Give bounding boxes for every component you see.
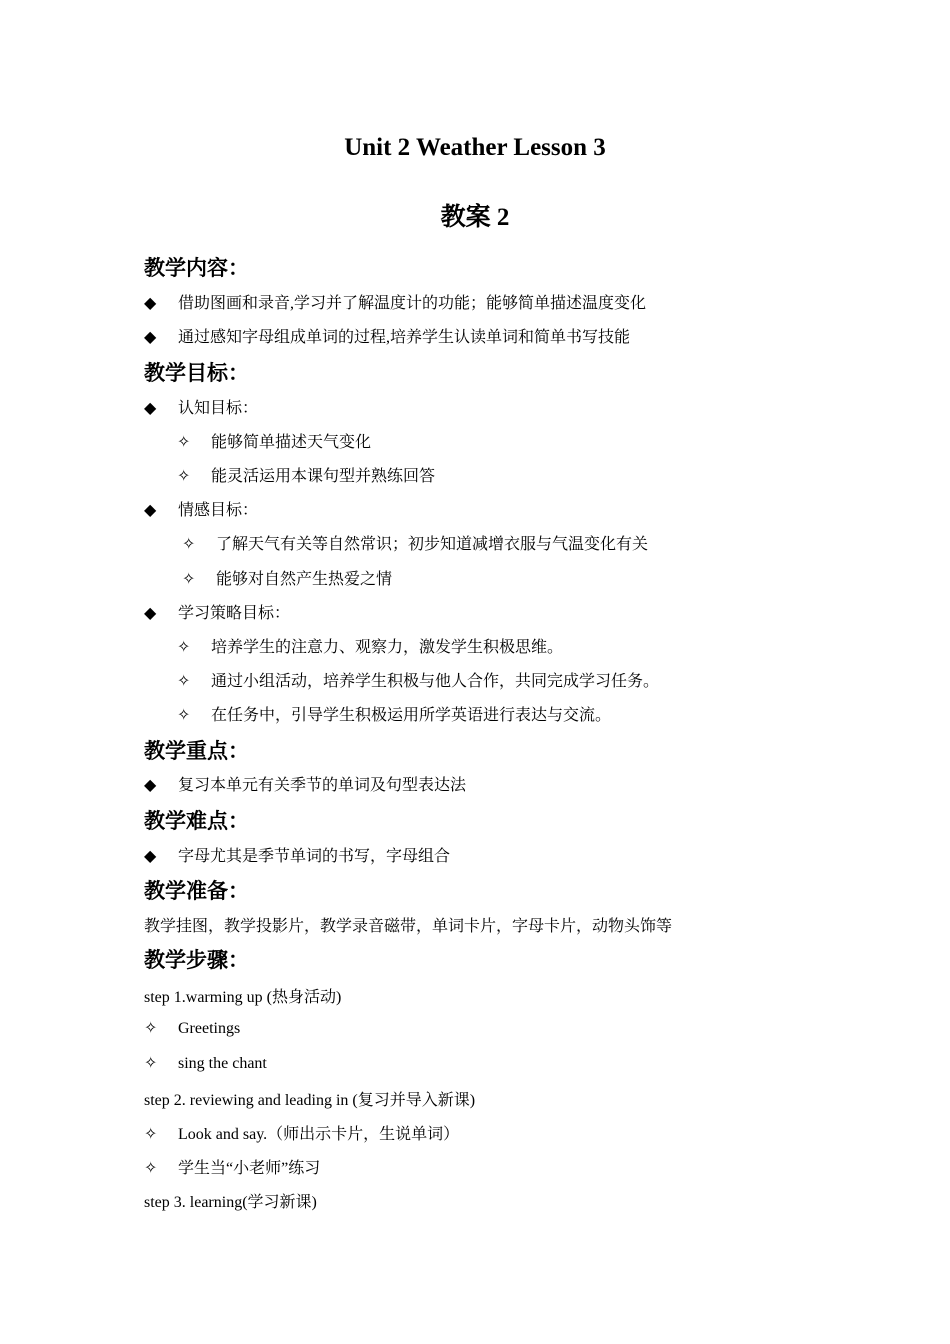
- solid-diamond-icon: ◆: [144, 400, 157, 417]
- hollow-star-icon: ✧: [182, 536, 196, 553]
- list-item: ◆ 认知目标：: [144, 400, 259, 417]
- hollow-star-icon: ✧: [177, 468, 191, 485]
- sub-list-item: ✧ 培养学生的注意力、观察力，激发学生积极思维。: [177, 639, 564, 656]
- section-heading-key-points: 教学重点：: [144, 739, 249, 763]
- sub-list-item: ✧ 在任务中，引导学生积极运用所学英语进行表达与交流。: [177, 707, 612, 724]
- step-item: ✧ sing the chant: [144, 1055, 267, 1072]
- list-item: ◆ 通过感知字母组成单词的过程,培养学生认读单词和简单书写技能: [144, 329, 631, 346]
- step-item: ✧ 学生当“小老师”练习: [144, 1160, 321, 1177]
- hollow-star-icon: ✧: [144, 1126, 158, 1143]
- hollow-star-icon: ✧: [182, 571, 196, 588]
- hollow-star-icon: ✧: [177, 673, 191, 690]
- list-item: ◆ 字母尤其是季节单词的书写，字母组合: [144, 848, 451, 865]
- hollow-star-icon: ✧: [144, 1160, 158, 1177]
- solid-diamond-icon: ◆: [144, 295, 157, 312]
- list-item: ◆ 借助图画和录音,学习并了解温度计的功能；能够简单描述温度变化: [144, 295, 647, 312]
- section-heading-content: 教学内容：: [144, 256, 249, 280]
- hollow-star-icon: ✧: [144, 1020, 158, 1037]
- list-item: ◆ 学习策略目标：: [144, 605, 291, 622]
- list-item: ◆ 情感目标：: [144, 502, 259, 519]
- step-item: ✧ Greetings: [144, 1020, 241, 1037]
- section-heading-preparation: 教学准备：: [144, 879, 249, 903]
- sub-list-item: ✧ 能够对自然产生热爱之情: [182, 571, 393, 588]
- hollow-star-icon: ✧: [144, 1055, 158, 1072]
- sub-list-item: ✧ 能够简单描述天气变化: [177, 434, 372, 451]
- section-heading-goals: 教学目标：: [144, 361, 249, 385]
- solid-diamond-icon: ◆: [144, 777, 157, 794]
- section-heading-difficulties: 教学难点：: [144, 809, 249, 833]
- step-label: step 3. learning(学习新课): [144, 1194, 317, 1211]
- hollow-star-icon: ✧: [177, 707, 191, 724]
- sub-list-item: ✧ 能灵活运用本课句型并熟练回答: [177, 468, 436, 485]
- list-item: ◆ 复习本单元有关季节的单词及句型表达法: [144, 777, 467, 794]
- page-title: Unit 2 Weather Lesson 3: [344, 134, 606, 161]
- sub-list-item: ✧ 通过小组活动，培养学生积极与他人合作，共同完成学习任务。: [177, 673, 660, 690]
- sub-list-item: ✧ 了解天气有关等自然常识；初步知道减增衣服与气温变化有关: [182, 536, 649, 553]
- page-subtitle: 教案 2: [440, 204, 510, 231]
- step-item: ✧ Look and say.（师出示卡片，生说单词）: [144, 1126, 460, 1143]
- solid-diamond-icon: ◆: [144, 502, 157, 519]
- hollow-star-icon: ✧: [177, 639, 191, 656]
- preparation-text: 教学挂图，教学投影片，教学录音磁带，单词卡片，字母卡片，动物头饰等: [144, 918, 673, 935]
- solid-diamond-icon: ◆: [144, 329, 157, 346]
- section-heading-steps: 教学步骤：: [144, 948, 249, 972]
- hollow-star-icon: ✧: [177, 434, 191, 451]
- solid-diamond-icon: ◆: [144, 605, 157, 622]
- solid-diamond-icon: ◆: [144, 848, 157, 865]
- step-label: step 2. reviewing and leading in (复习并导入新课): [144, 1092, 476, 1109]
- step-label: step 1.warming up (热身活动): [144, 989, 342, 1006]
